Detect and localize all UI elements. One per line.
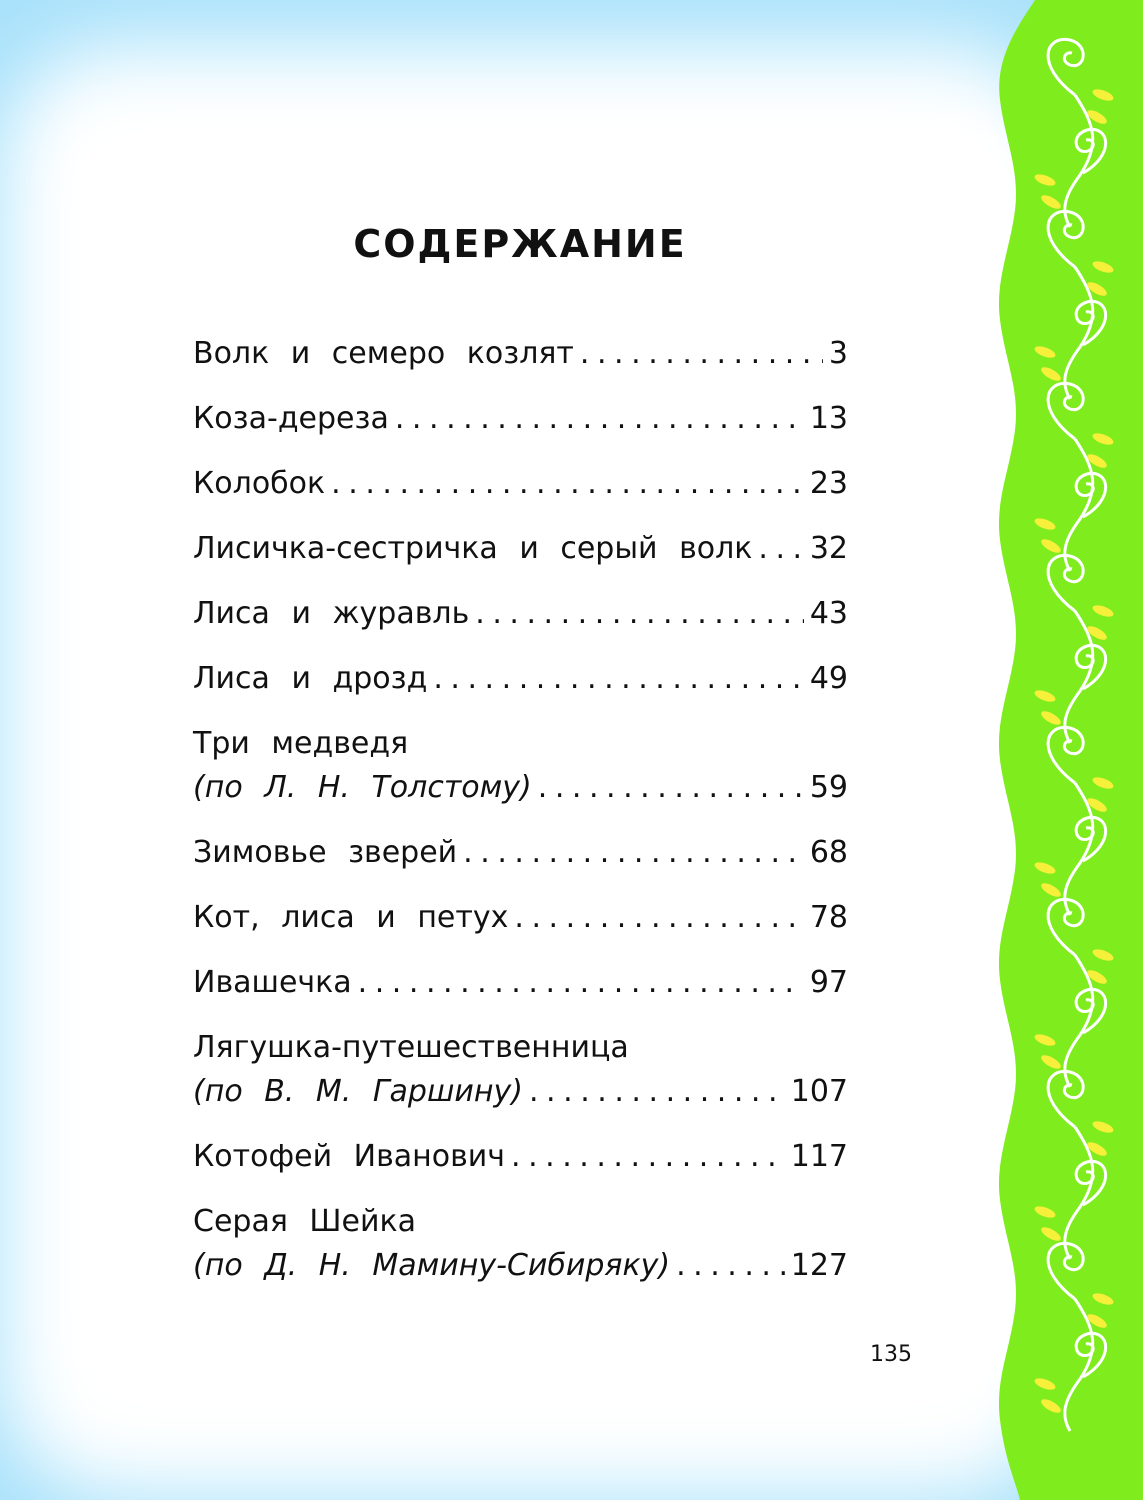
toc-entry (193, 896, 848, 940)
toc-entry-page: 127 (790, 1248, 848, 1283)
toc-entry-author: (по Л. Н. Толстому) (193, 770, 532, 805)
toc-entry-page: 13 (809, 401, 848, 436)
toc-entry-page: 32 (809, 531, 848, 566)
dot-leader (395, 397, 804, 441)
dot-leader (529, 1070, 785, 1114)
toc-entry-page: 23 (809, 466, 848, 501)
toc-entry-title: Кот, лиса и петух (193, 900, 509, 935)
dot-leader (433, 657, 803, 701)
toc-entry (193, 831, 848, 875)
dot-leader (758, 527, 803, 571)
toc-entry-author: (по Д. Н. Мамину-Сибиряку) (193, 1248, 671, 1283)
toc-entry-title: Лиса и дрозд (193, 661, 428, 696)
toc-entry-page: 97 (809, 965, 848, 1000)
toc-entry-page: 68 (809, 835, 848, 870)
toc-entry-title: Котофей Иванович (193, 1139, 505, 1174)
dot-leader (463, 831, 804, 875)
toc-entry (193, 462, 848, 506)
dot-leader (511, 1135, 785, 1179)
toc-entry (193, 397, 848, 441)
toc-entry-title: Коза-дереза (193, 401, 389, 436)
toc-entry-page: 43 (809, 596, 848, 631)
page-number: 135 (870, 1342, 912, 1367)
dot-leader (331, 462, 804, 506)
page-title: СОДЕРЖАНИЕ (353, 222, 687, 266)
table-of-contents (193, 332, 848, 1309)
toc-entry-title: Три медведя (193, 726, 409, 761)
toc-entry-title: Лягушка-путешественница (193, 1030, 629, 1065)
toc-entry-page: 107 (790, 1074, 848, 1109)
toc-entry (193, 592, 848, 636)
toc-entry (193, 657, 848, 701)
toc-entry-author: (по В. М. Гаршину) (193, 1074, 523, 1109)
toc-entry-page: 3 (828, 336, 848, 371)
toc-entry-title: Лисичка-сестричка и серый волк (193, 531, 753, 566)
dot-leader (580, 332, 823, 376)
toc-entry-title: Волк и семеро козлят (193, 336, 574, 371)
dot-leader (514, 896, 803, 940)
toc-entry (193, 1026, 848, 1114)
toc-entry (193, 961, 848, 1005)
dot-leader (358, 961, 804, 1005)
toc-entry (193, 1200, 848, 1288)
toc-entry-title: Ивашечка (193, 965, 352, 1000)
dot-leader (475, 592, 804, 636)
toc-entry-title: Серая Шейка (193, 1204, 416, 1239)
toc-entry (193, 332, 848, 376)
toc-entry-page: 78 (809, 900, 848, 935)
toc-entry-title: Зимовье зверей (193, 835, 458, 870)
toc-entry (193, 722, 848, 810)
dot-leader (538, 766, 804, 810)
dot-leader (676, 1244, 785, 1288)
toc-entry-page: 59 (809, 770, 848, 805)
toc-entry-title: Лиса и журавль (193, 596, 470, 631)
toc-entry-page: 49 (809, 661, 848, 696)
toc-entry (193, 527, 848, 571)
toc-entry-page: 117 (790, 1139, 848, 1174)
toc-entry (193, 1135, 848, 1179)
toc-entry-title: Колобок (193, 466, 326, 501)
